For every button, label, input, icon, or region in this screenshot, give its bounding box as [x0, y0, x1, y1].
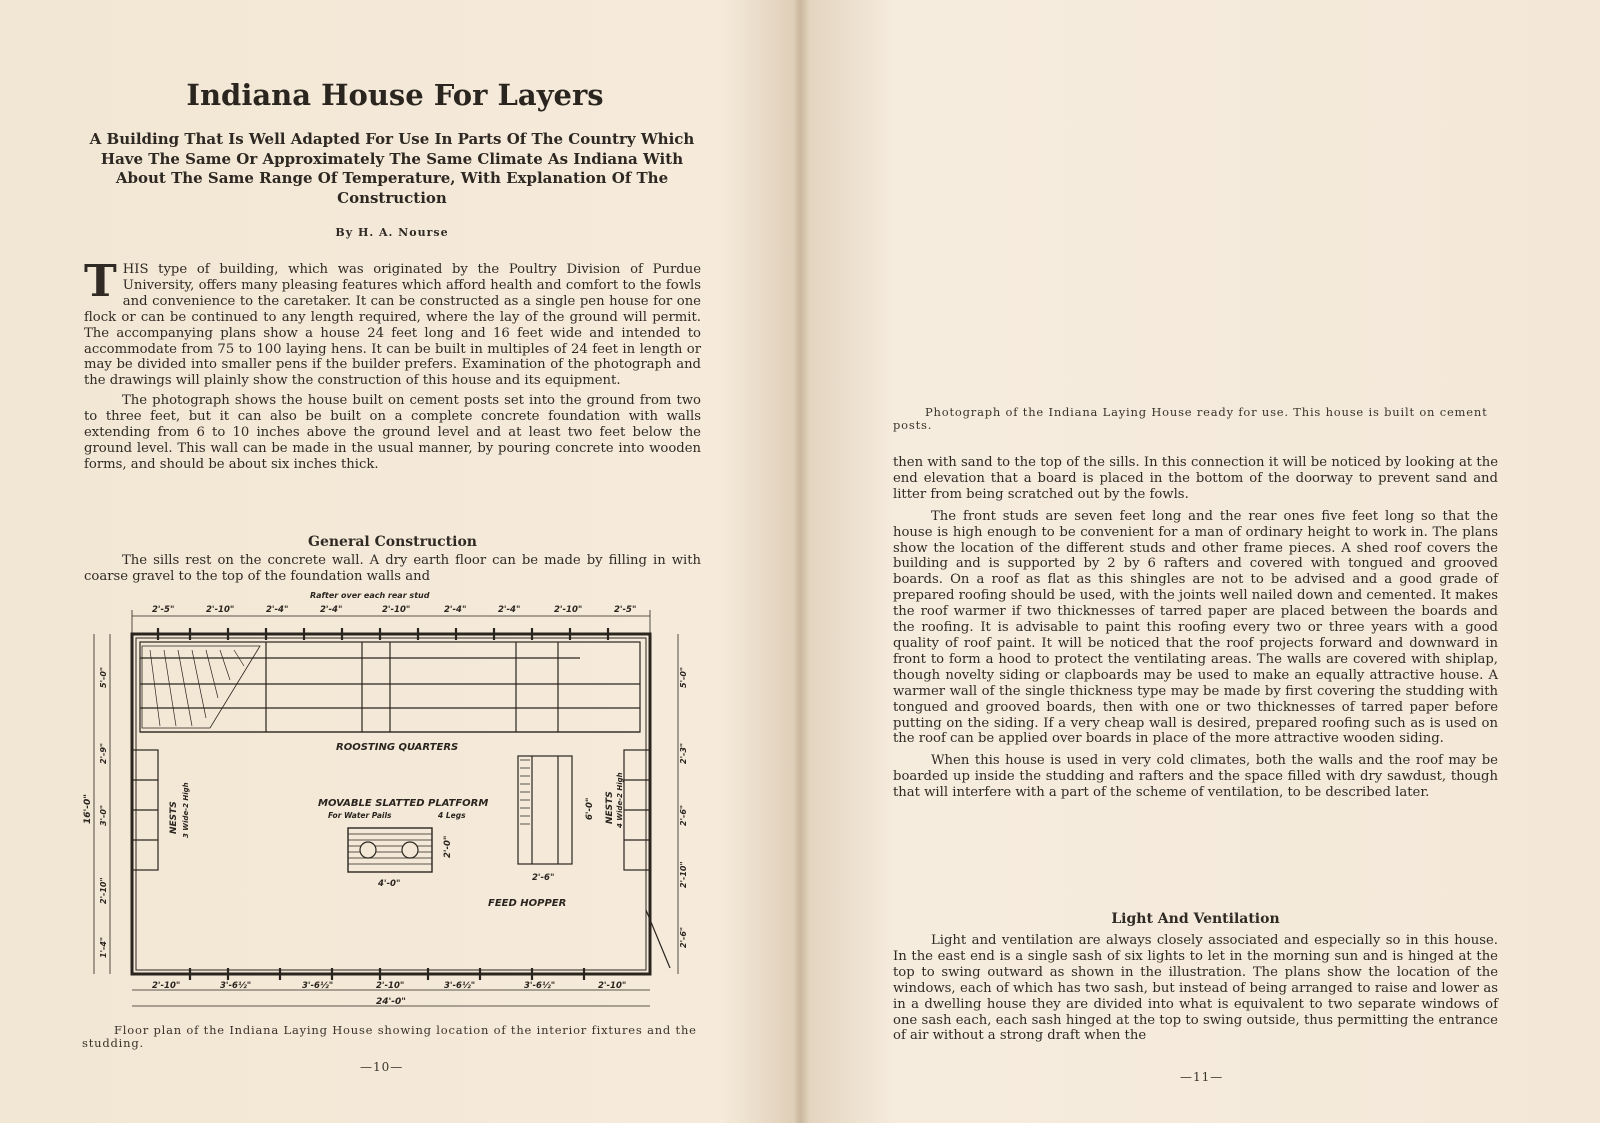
- right-dimension: 2'-6": [679, 926, 688, 948]
- left-dimension: 2'-9": [99, 742, 108, 764]
- rafter-note: Rafter over each rear stud: [310, 591, 430, 600]
- section-heading: General Construction: [308, 534, 477, 550]
- depth-dimension: 16'-0": [83, 794, 93, 824]
- total-length-dimension: 24'-0": [376, 997, 406, 1007]
- page-number: —11—: [1180, 1070, 1224, 1084]
- hopper-length-dimension: 6'-0": [585, 797, 595, 820]
- page-number: —10—: [360, 1060, 404, 1074]
- nests-left-label: NESTS: [169, 801, 179, 834]
- floor-plan-svg: [80, 588, 698, 1018]
- article-subtitle: A Building That Is Well Adapted For Use In Parts Of The Country Which Have The Same Or Approximately The Same Climate As Indiana With About The Same Range Of Temperature, With Explanation Of The Construction: [89, 130, 695, 207]
- right-page-text: [893, 455, 1498, 801]
- paragraph: [84, 256, 701, 389]
- top-dimension: 2'-4": [498, 605, 521, 615]
- right-page: [800, 0, 1600, 1123]
- paragraph: The sills rest on the concrete wall. A dry earth floor can be made by filling in with coarse gravel to the top of the foundation walls and: [84, 553, 701, 584]
- platform-width-dimension: 4'-0": [378, 879, 401, 889]
- bottom-dimension: 2'-10": [376, 981, 405, 991]
- nests-right-label: NESTS: [605, 791, 615, 824]
- bottom-dimension: 3'-6½": [302, 981, 334, 991]
- left-dimension: 5'-0": [99, 666, 108, 688]
- top-dimension: 2'-4": [444, 605, 467, 615]
- platform-note: For Water Pails: [328, 811, 392, 820]
- drop-cap: T: [84, 256, 117, 307]
- section-heading: Light And Ventilation: [1111, 911, 1280, 927]
- left-dimension: 3'-0": [99, 804, 108, 826]
- right-dimension: 2'-3": [679, 742, 688, 764]
- paragraph: The photograph shows the house built on cement posts set into the ground from two to three feet, but it can also be built on a complete concrete foundation with walls extending from 6 to 10 inches above the ground level and at least two feet below the ground level. This wall can be made in the usual manner, by pouring concrete into wooden forms, and should be about six inches thick.: [84, 393, 701, 472]
- right-dimension: 2'-10": [679, 861, 688, 888]
- nests-left-note: 3 Wide-2 High: [182, 782, 190, 838]
- left-dimension: 1'-4": [99, 936, 108, 958]
- paragraph-text: HIS type of building, which was originated by the Poultry Division of Purdue University, offers many pleasing features which afford health and comfort to the fowls and convenience to the caretaker. It can be constructed as a single pen house for one flock or can be continued to any length required, where the lay of the ground will permit. The accompanying plans show a house 24 feet long and 16 feet wide and intended to accommodate from 75 to 100 laying hens. It can be built in multiples of 24 feet in length or may be divided into smaller pens if the builder prefers. Examination of the photograph and the drawings will plainly show the construction of this house and its equipment.: [84, 262, 701, 389]
- platform-depth-dimension: 2'-0": [443, 835, 453, 858]
- platform-label: MOVABLE SLATTED PLATFORM: [318, 798, 489, 809]
- right-dimension: 2'-6": [679, 804, 688, 826]
- top-dimension: 2'-4": [320, 605, 343, 615]
- photo-caption: Photograph of the Indiana Laying House ready for use. This house is built on cement posts.: [893, 405, 1488, 432]
- top-dimension: 2'-10": [206, 605, 235, 615]
- floor-plan-caption: Floor plan of the Indiana Laying House showing location of the interior fixtures and the studding.: [82, 1023, 697, 1050]
- hopper-label: FEED HOPPER: [488, 898, 567, 909]
- bottom-dimension: 3'-6½": [220, 981, 252, 991]
- right-dimension: 5'-0": [679, 666, 688, 688]
- paragraph: Light and ventilation are always closely associated and especially so in this house. In the east end is a single sash of six lights to let in the morning sun and is hinged at the top to swing outward as shown in the illustration. The plans show the location of the windows, each of which has two sash, but instead of being arranged to raise and lower as in a dwelling house they are divided into what is equivalent to two separate windows of one sash each, each sash hinged at the top to swing outside, thus permitting the entrance of air without a strong draft when the: [893, 933, 1498, 1044]
- left-dimension: 2'-10": [99, 877, 108, 904]
- platform-note: 4 Legs: [438, 811, 466, 820]
- top-dimension: 2'-5": [152, 605, 175, 615]
- byline: By H. A. Nourse: [335, 226, 449, 239]
- floor-plan-drawing: [80, 588, 698, 1018]
- paragraph: When this house is used in very cold climates, both the walls and the roof may be boarded up inside the studding and rafters and the space filled with dry sawdust, though that will interfere with a part of the scheme of ventilation, to be described later.: [893, 753, 1498, 801]
- article-title: Indiana House For Layers: [186, 78, 604, 112]
- nests-right-note: 4 Wide-2 High: [616, 772, 624, 828]
- top-dimension: 2'-10": [554, 605, 583, 615]
- bottom-dimension: 3'-6½": [444, 981, 476, 991]
- roosting-label: ROOSTING QUARTERS: [336, 742, 459, 753]
- paragraph: The front studs are seven feet long and the rear ones five feet long so that the house is high enough to be convenient for a man of ordinary height to work in. The plans show the location of the different studs and other frame pieces. A shed roof covers the building and is supported by 2 by 6 rafters and covered with tongued and grooved boards. On a roof as flat as this shingles are not to be advised and a good grade of prepared roofing should be used, with the joints well nailed down and cemented. It makes the roof warmer if two thicknesses of tarred paper are placed between the boards and the roofing. It is advisable to paint this roofing every two or three years with a good quality of roof paint. It will be noticed that the roof projects forward and downward in front to form a hood to protect the ventilating areas. The walls are covered with shiplap, though novelty siding or clapboards may be used to make an equally attractive house. A warmer wall of the single thickness type may be made by first covering the studding with tongued and grooved boards, then with one or two thicknesses of tarred paper before putting on the siding. If a very cheap wall is desired, prepared roofing such as is used on the roof can be applied over boards in place of the more attractive wooden siding.: [893, 508, 1498, 747]
- bottom-dimension: 3'-6½": [524, 981, 556, 991]
- top-dimension: 2'-10": [382, 605, 411, 615]
- hopper-width-dimension: 2'-6": [532, 873, 555, 883]
- bottom-dimension: 2'-10": [152, 981, 181, 991]
- intro-text: [84, 256, 701, 473]
- paragraph: then with sand to the top of the sills. In this connection it will be noticed by looking at the end elevation that a board is placed in the bottom of the doorway to prevent sand and litter from being scratched out by the fowls.: [893, 455, 1498, 502]
- bottom-dimension: 2'-10": [598, 981, 627, 991]
- top-dimension: 2'-4": [266, 605, 289, 615]
- top-dimension: 2'-5": [614, 605, 637, 615]
